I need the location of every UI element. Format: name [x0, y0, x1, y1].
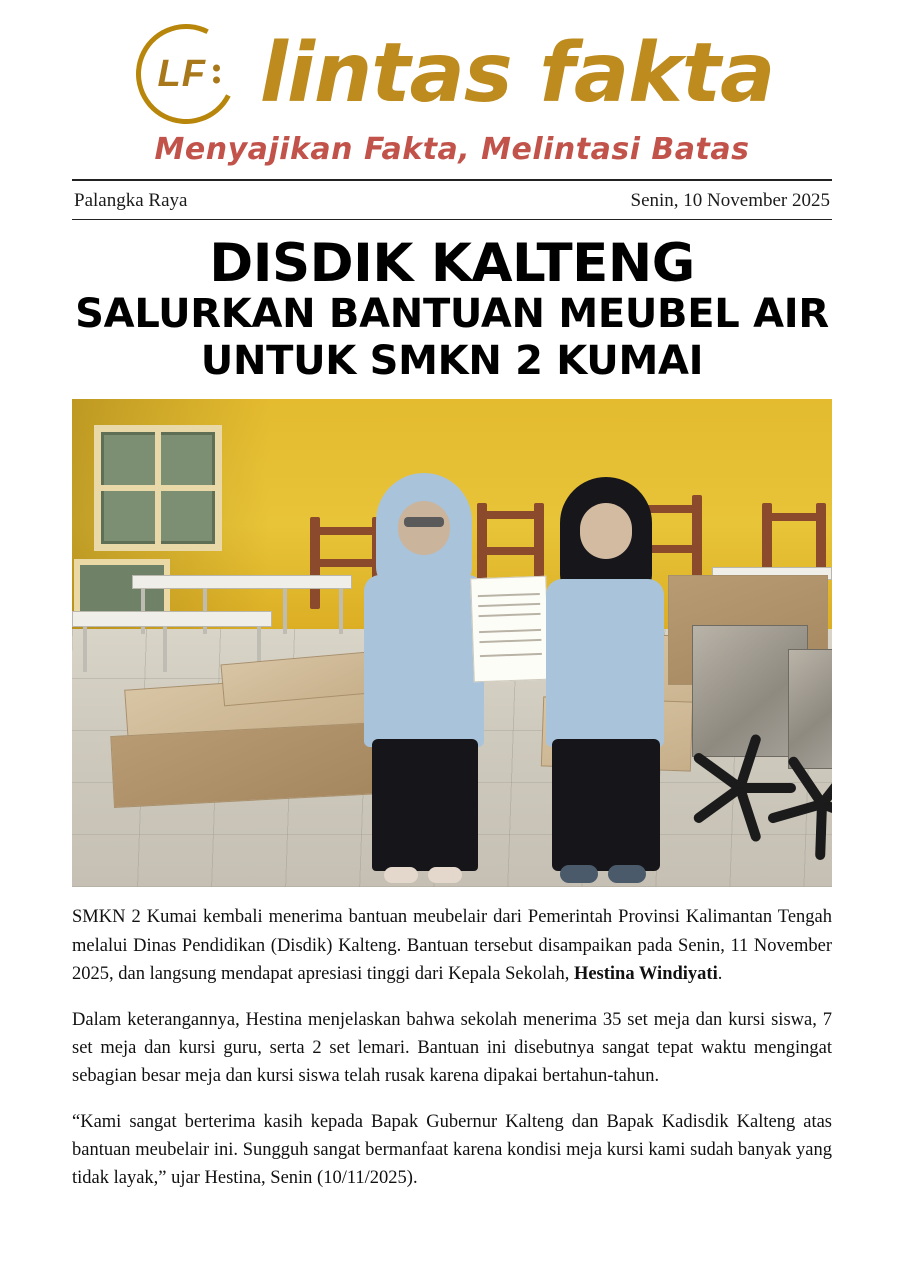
- headline-line-1: DISDIK KALTENG: [209, 233, 695, 294]
- logo-monogram: LF: [157, 52, 206, 95]
- photo-person-shoe: [384, 867, 418, 883]
- brand-row: [72, 18, 832, 130]
- photo-chair-base: [762, 771, 832, 827]
- photo-window-left: [94, 425, 222, 551]
- news-photo: [72, 399, 832, 887]
- logo-dots-icon: [213, 60, 220, 89]
- article-person-name: Hestina Windiyati: [573, 963, 718, 984]
- photo-desk: [72, 611, 272, 627]
- photo-person-shoe: [560, 865, 598, 883]
- photo-person-blouse: [364, 575, 484, 747]
- article-paragraph-1-text-a: SMKN 2 Kumai kembali menerima bantuan meubelair dari Pemerintah Provinsi Kalimantan Tengah melalui Dinas Pendidikan (Disdik) Kalteng. Bantuan tersebut disampaikan pada Senin, 11 November 2025, dan langsung mendapat apresiasi tinggi dari Kepala Sekolah,: [72, 907, 832, 984]
- article-paragraph-3: “Kami sangat berterima kasih kepada Bapak Gubernur Kalteng dan Bapak Kadisdik Kalteng atas bantuan meubelair ini. Sungguh sangat bermanfaat karena kondisi meja kursi kami sudah banyak yang tidak layak,” ujar Hestina, Senin (10/11/2025).: [72, 1112, 832, 1189]
- photo-person-face: [580, 503, 632, 559]
- photo-cardboard-panel: [110, 722, 383, 808]
- photo-person-right: [534, 467, 674, 887]
- page-title: [72, 233, 832, 385]
- headline-line-3: UNTUK SMKN 2 KUMAI: [200, 338, 704, 385]
- dateline-divider: [72, 219, 832, 220]
- photo-wrapped-chair: [788, 649, 832, 769]
- dateline-date: Senin, 10 November 2025: [630, 190, 830, 211]
- article-paragraph-1: [72, 903, 832, 987]
- photo-desk: [132, 575, 352, 589]
- brand-name: lintas fakta: [259, 26, 775, 122]
- photo-person-shoe: [608, 865, 646, 883]
- photo-person-glasses: [404, 517, 444, 527]
- masthead: [72, 0, 832, 181]
- article-paragraph-2: Dalam keterangannya, Hestina menjelaskan bahwa sekolah menerima 35 set meja dan kursi siswa, 7 set meja dan kursi guru, serta 2 set lemari. Bantuan ini disebutnya sangat tepat waktu mengingat sebagian besar meja dan kursi siswa telah rusak karena dipakai bertahun-tahun.: [72, 1009, 832, 1087]
- article-body: [72, 903, 832, 1192]
- photo-person-blouse: [546, 579, 664, 747]
- photo-person-skirt: [552, 739, 660, 871]
- headline-line-2: SALURKAN BANTUAN MEUBEL AIR: [75, 291, 829, 338]
- brand-tagline: Menyajikan Fakta, Melintasi Batas: [154, 132, 750, 167]
- dateline: [72, 181, 832, 219]
- lintas-fakta-logo-icon: [130, 18, 242, 130]
- photo-person-skirt: [372, 739, 478, 871]
- article-paragraph-1-text-b: .: [717, 963, 723, 984]
- dateline-place: Palangka Raya: [74, 190, 188, 211]
- masthead-divider: [72, 179, 832, 181]
- photo-person-face-inner: [398, 501, 450, 555]
- photo-stacked-chair: [762, 513, 826, 521]
- photo-person-shoe: [428, 867, 462, 883]
